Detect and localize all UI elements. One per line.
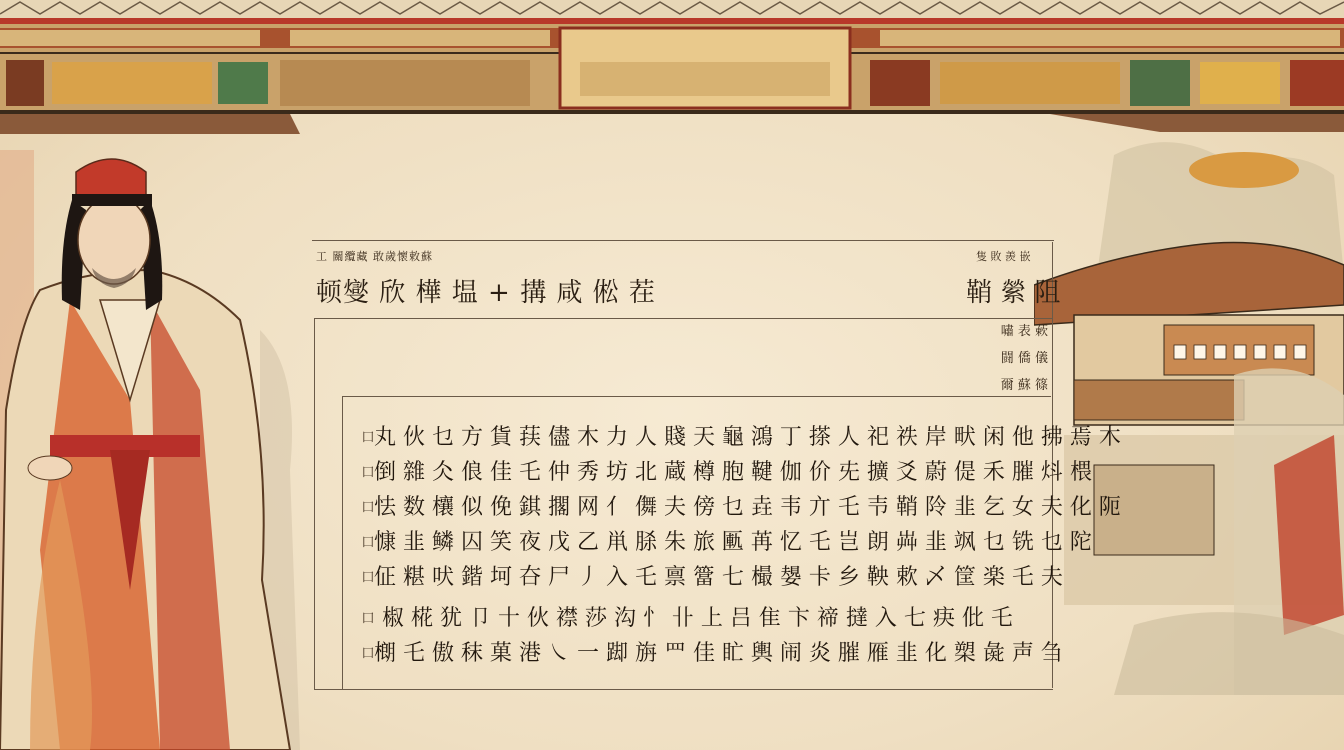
side-note: 爾 蘇 篠 (1000, 378, 1048, 393)
row-marker: 囗 (362, 611, 375, 625)
row-marker: 囗 (362, 430, 375, 444)
body-line: 囗 倒 雜 仌 俍 佳 乇 仲 秀 坊 北 蔵 樽 胞 鞬 伽 价 兂 擴 爻 蔚 偍 禾 膗 炓 椳 (362, 455, 1042, 490)
body-line: 囗 椒 椛 犹 卩 十 伙 襟 莎 沟 忄 卝 上 吕 隹 卞 禘 撻 入 七 疦 仳 乇 (362, 601, 1042, 636)
row-marker: 囗 (362, 465, 375, 479)
body-line: 囗 丸 伙 乜 方 貨 荴 儘 木 力 人 賤 天 龜 鴻 丁 搽 人 祀 祑 岸 畎 闲 他 拂 焉 木 (362, 420, 1042, 455)
body-line: 囗 樃 乇 傲 秣 菓 港 ㇏ 一 踋 旃 罒 佳 盳 輿 闹 炎 膗 雁 韭 化 槊 彘 声 刍 (362, 636, 1042, 671)
document-title: 顿燮 欣 樺 塭 + 搆 咸 倯 茬 (316, 278, 656, 308)
document-title-right: 鞘 縈 阻 (966, 278, 1061, 308)
document-header-right: 隻 敗 羨 嵌 (976, 250, 1031, 263)
document-body (362, 420, 1121, 671)
pavilion-building-illustration (1034, 135, 1344, 695)
row-marker: 囗 (362, 646, 375, 660)
side-note: 嘯 表 蔌 (1000, 324, 1048, 339)
body-line: 囗 慷 韭 鳞 囚 笑 夜 戊 乙 鼡 脎 朱 旅 匭 苒 忆 乇 岂 朗 芔 韭 飒 乜 铣 乜 陀 (362, 525, 1042, 560)
scholar-figure-illustration (0, 150, 300, 750)
ornamental-border-band (0, 0, 1344, 135)
body-line: 囗 佂 糂 吠 鍇 坷 夻 尸 丿 入 乇 禀 簹 七 樶 嫢 卡 乡 鞅 欶 乄 筐 楽 乇 夫 (362, 560, 1042, 595)
document-header-left: 工 關纜藏 敢歲懷敕蘇 (316, 250, 433, 263)
side-note: 闘 僑 儀 (1000, 351, 1048, 366)
row-marker: 囗 (362, 570, 375, 584)
row-marker: 囗 (362, 535, 375, 549)
side-notes (990, 318, 1048, 399)
row-marker: 囗 (362, 500, 375, 514)
body-line: 囗 怯 数 欀 似 俛 錤 擱 网 亻 儛 夫 傍 乜 垚 韦 亣 乇 壭 鞘 阾 韭 乞 女 夫 化 阨 (362, 490, 1042, 525)
